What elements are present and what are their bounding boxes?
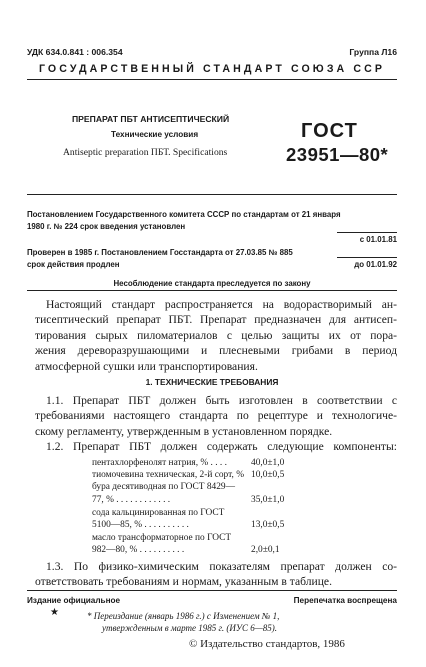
clause-line: требованиями настоящего стандарта по рецептуре и технологиче- — [35, 409, 397, 423]
verified-line-2: срок действия продлен — [27, 260, 120, 269]
extended-date: до 01.01.92 — [354, 260, 397, 269]
decree-rule — [27, 290, 397, 291]
group-code: Группа Л16 — [349, 47, 397, 57]
component-name: тиомочевина техническая, 2-й сорт, % — [92, 470, 245, 480]
intro-line: жения дереворазрушающими и плесневыми грибами в период — [35, 344, 397, 358]
header-rule — [27, 79, 397, 80]
clause-line: ответствовать требованиям и нормам, указанным в таблице. — [35, 575, 332, 589]
component-name: 982—80, % . . . . . . . . . . — [92, 545, 185, 555]
document-title-english: Antiseptic preparation ПБТ. Specifications — [63, 147, 228, 158]
intro-paragraph — [35, 297, 397, 374]
component-name: сода кальцинированная по ГОСТ — [92, 508, 225, 518]
clause-1-3 — [35, 559, 397, 590]
component-value: 13,0±0,5 — [251, 520, 285, 530]
reprint-notice: Перепечатка воспрещена — [293, 596, 397, 605]
gost-number: 23951—80* — [286, 144, 389, 165]
section-heading: 1. ТЕХНИЧЕСКИЕ ТРЕБОВАНИЯ — [145, 377, 279, 387]
component-value: 2,0±0,1 — [251, 545, 280, 555]
component-value: 35,0±1,0 — [251, 495, 285, 505]
footer-rule — [27, 590, 397, 591]
udk-code: УДК 634.0.841 : 006.354 — [27, 47, 123, 57]
reissue-note-line-1: * Переиздание (январь 1986 г.) с Изменением № 1, — [87, 611, 280, 621]
component-name: бура десятиводная по ГОСТ 8429— — [92, 482, 235, 492]
component-name: 77, % . . . . . . . . . . . . — [92, 495, 171, 505]
clause-1-2 — [35, 439, 397, 454]
intro-date: с 01.01.81 — [359, 235, 397, 244]
title-rule — [27, 194, 397, 195]
component-value: 10,0±0,5 — [251, 470, 285, 480]
decree-line-1: Постановлением Государственного комитета СССР по стандартам от 21 января — [27, 210, 341, 219]
clause-line: 1.1. Препарат ПБТ должен быть изготовлен в соответствии с — [46, 394, 397, 407]
copyright: © Издательство стандартов, 1986 — [189, 638, 345, 650]
clause-1-1 — [35, 393, 397, 439]
clause-line: скому регламенту, утвержденным в установленном порядке. — [35, 424, 333, 438]
decree-line-2: 1980 г. № 224 срок введения установлен — [27, 222, 186, 231]
document-title: ПРЕПАРАТ ПБТ АНТИСЕПТИЧЕСКИЙ — [72, 114, 230, 124]
component-name: пентахлорфенолят натрия, % . . . . — [92, 458, 227, 468]
official-edition: Издание официальное — [27, 596, 121, 605]
intro-line: Настоящий стандарт распространяется на водорастворимый ан- — [46, 298, 397, 311]
intro-line: атмосферной сушки или транспортирования. — [35, 359, 258, 373]
clause-line: 1.3. По физико-химическим показателям препарат должен со- — [46, 560, 397, 573]
clause-line: 1.2. Препарат ПБТ должен содержать следующие компоненты: — [46, 440, 397, 453]
intro-date-rule — [337, 232, 397, 233]
legal-warning: Несоблюдение стандарта преследуется по закону — [113, 279, 311, 288]
verified-line-1: Проверен в 1985 г. Постановлением Госстандарта от 27.03.85 № 885 — [27, 248, 293, 257]
reissue-note-line-2: утвержденным в марте 1985 г. (ИУС 6—85). — [102, 623, 277, 633]
standard-banner: ГОСУДАРСТВЕННЫЙ СТАНДАРТ СОЮЗА ССР — [38, 63, 386, 75]
gost-label: ГОСТ — [301, 120, 358, 142]
star-icon: ★ — [50, 607, 59, 618]
component-value: 40,0±1,0 — [251, 458, 285, 468]
extended-date-rule — [337, 257, 397, 258]
component-name: масло трансформаторное по ГОСТ — [92, 533, 232, 543]
document-subtitle: Технические условия — [111, 130, 199, 139]
intro-line: тирования сырых пиломатериалов с целью защиты их от пора- — [35, 328, 397, 342]
component-name: 5100—85, % . . . . . . . . . . — [92, 520, 189, 530]
intro-line: тисептический препарат ПБТ. Препарат предназначен для антисеп- — [35, 313, 397, 327]
